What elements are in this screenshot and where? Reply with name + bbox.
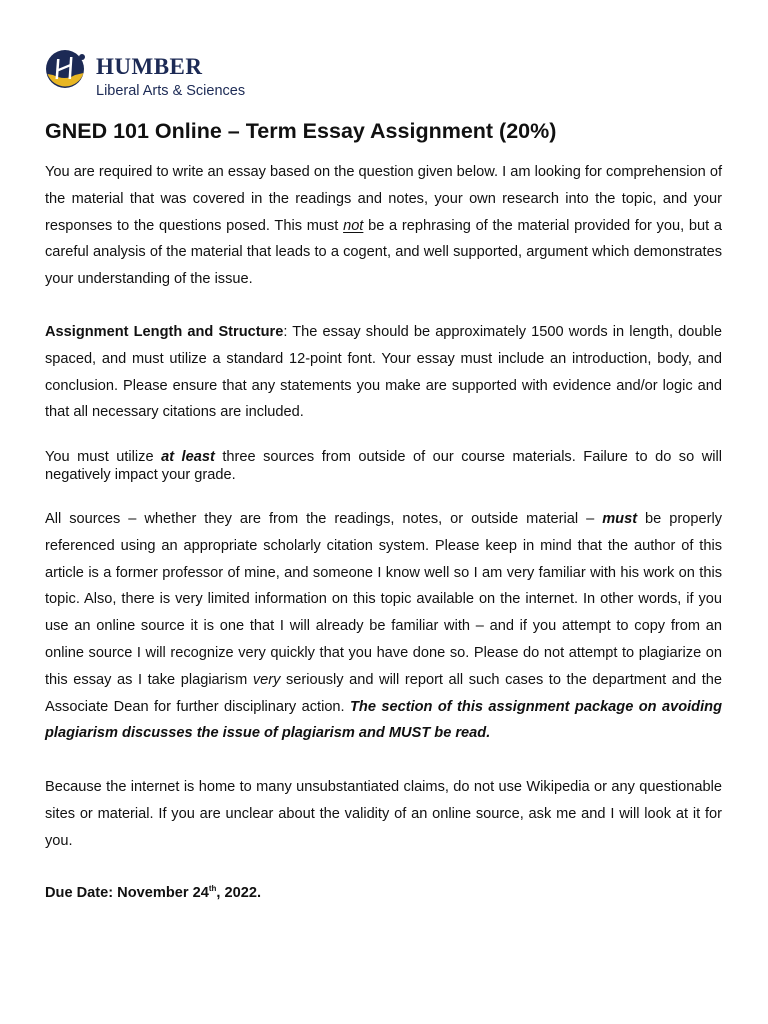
internet-sources-paragraph: Because the internet is home to many unsubstantiated claims, do not use Wikipedia or any questionable sites or material. If you are unclear about the validity of an online source, ask me and I will look at it for you. xyxy=(45,779,722,849)
plagiarism-notice: The section of this assignment package on avoiding plagiarism discusses the issue of plagiarism and MUST be read. xyxy=(45,698,722,742)
logo-subtitle: Liberal Arts & Sciences xyxy=(96,83,246,99)
page-title: GNED 101 Online – Term Essay Assignment (20%) xyxy=(45,119,557,143)
length-structure-paragraph: Assignment Length and Structure: The essay should be approximately 1500 words in length, double spaced, and must utilize a standard 12-point font. Your essay must include an introduction, body, and conclusion. Please ensure that any statements you make are supported with evidence and/or logic and that all necessary citations are included. xyxy=(45,324,723,421)
emphasis-not: not xyxy=(343,217,364,234)
length-structure-label: Assignment Length and Structure xyxy=(45,324,284,340)
humber-logo xyxy=(45,46,305,102)
emphasis-must: must xyxy=(602,511,638,527)
emphasis-very: very xyxy=(252,671,281,688)
sources-paragraph: You must utilize at least three sources from outside of our course materials. Failure to do so will negatively impact your grade. xyxy=(45,449,722,483)
citation-paragraph: All sources – whether they are from the readings, notes, or outside material – must be properly referenced using an appropriate scholarly citation system. Please keep in mind that the author of this article is a former professor of mine, and someone I know well so I am very familiar with his work on this topic. Also, there is very limited information on this topic available on the internet. In other words, if you use an online source it is one that I will already be familiar with – and if you attempt to copy from an online source I will recognize very quickly that you have done so. Please do not attempt to plagiarize on this essay as I take plagiarism very seriously and will report all such cases to the department and the Associate Dean for further disciplinary action. The section of this assignment package on avoiding plagiarism discusses the issue of plagiarism and MUST be read. xyxy=(45,511,723,742)
emphasis-at-least: at least xyxy=(161,449,215,465)
logo-name: HUMBER xyxy=(96,54,203,79)
due-date: Due Date: November 24th, 2022. xyxy=(45,884,262,901)
humber-logo-mark-icon xyxy=(45,48,87,90)
intro-paragraph: You are required to write an essay based on the question given below. I am looking for comprehension of the material that was covered in the readings and notes, your own research into the topic, and your responses to the questions posed. This must not be a rephrasing of the material provided for you, but a careful analysis of the material that leads to a cogent, and well supported, argument which demonstrates your understanding of the issue. xyxy=(45,164,722,288)
